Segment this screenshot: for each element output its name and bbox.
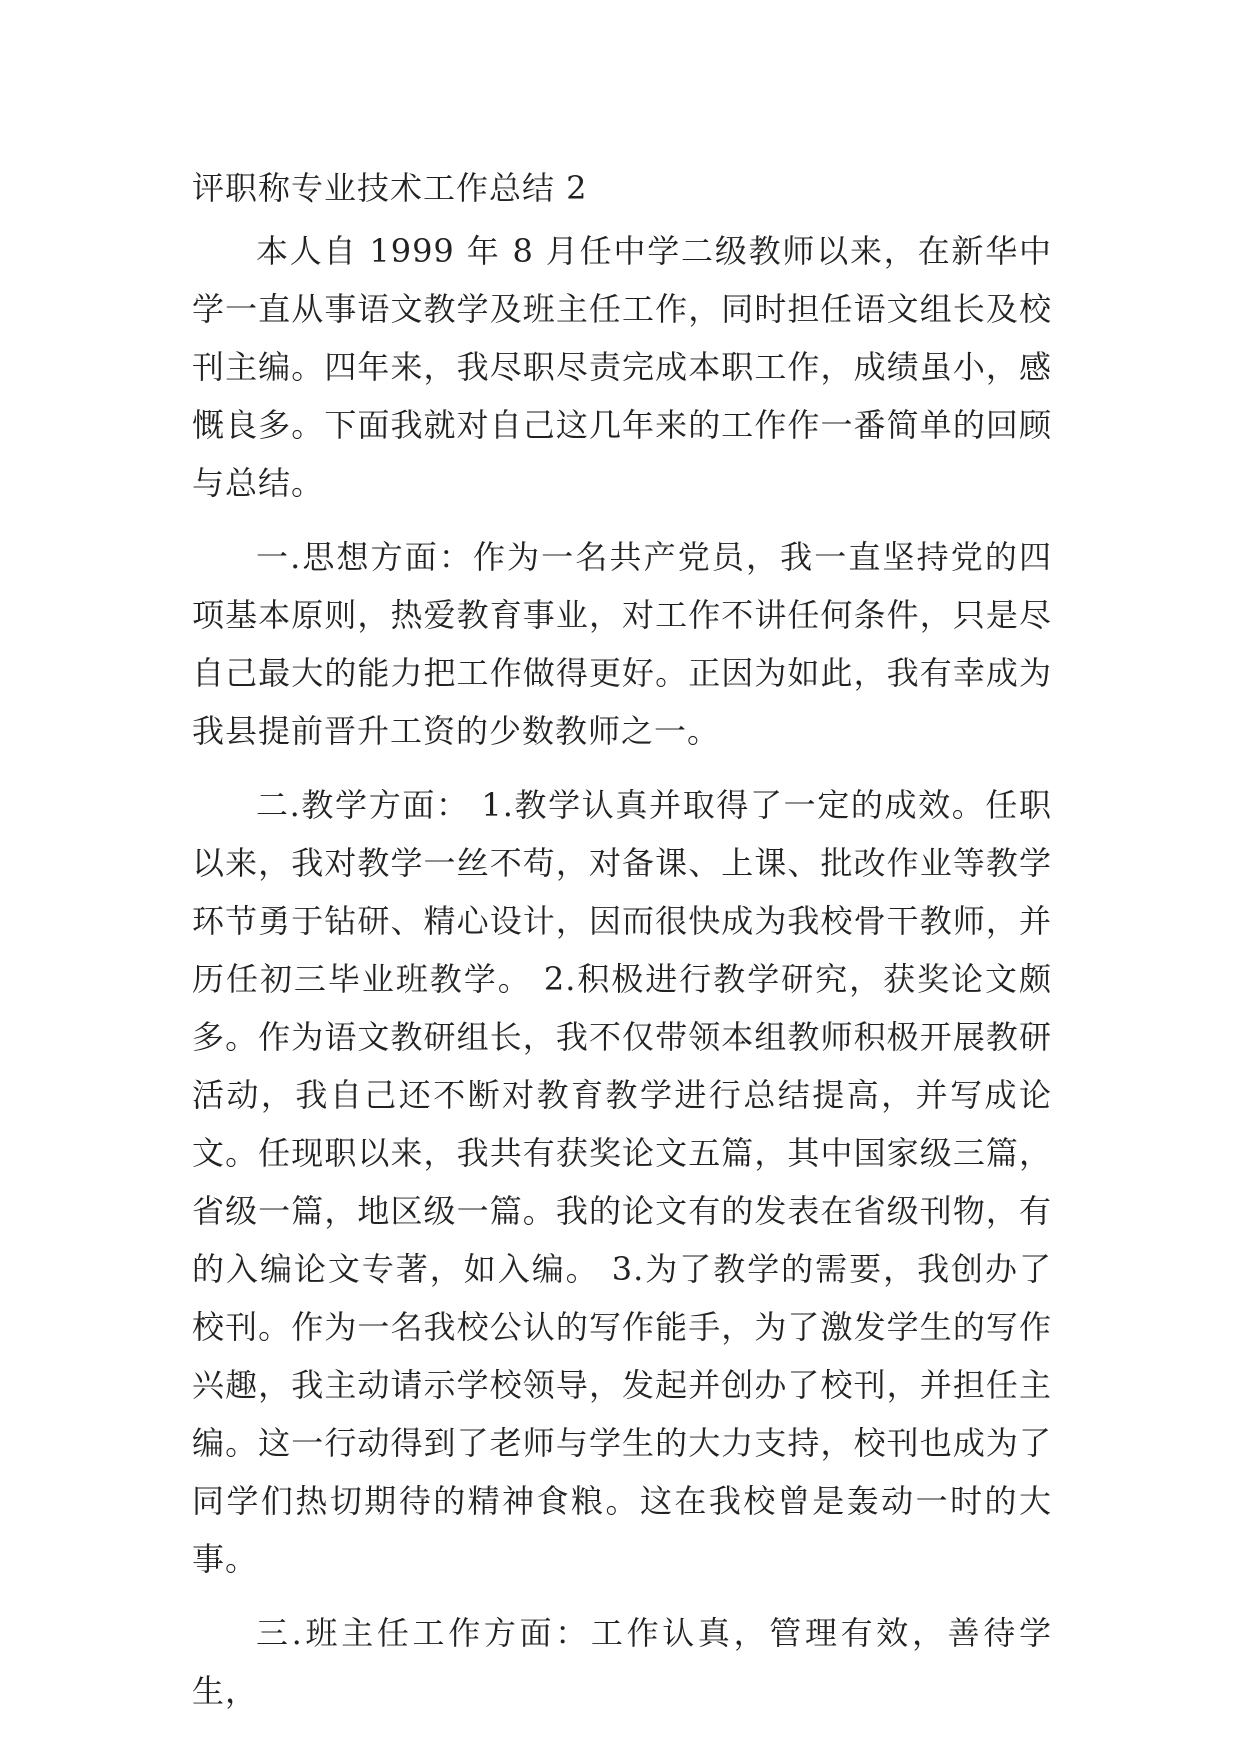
document-body	[192, 168, 1052, 1720]
paragraph-intro: 本人自 1999 年 8 月任中学二级教师以来，在新华中学一直从事语文教学及班主任工作，同时担任语文组长及校刊主编。四年来，我尽职尽责完成本职工作，成绩虽小，感慨良多。下面我就对自己这几年来的工作作一番简单的回顾与总结。	[192, 232, 1052, 502]
paragraph-ideology: 一.思想方面：作为一名共产党员，我一直坚持党的四项基本原则，热爱教育事业，对工作不讲任何条件，只是尽自己最大的能力把工作做得更好。正因为如此，我有幸成为我县提前晋升工资的少数教师之一。	[192, 538, 1052, 750]
document-title: 评职称专业技术工作总结 2	[192, 169, 588, 207]
paragraph-class-teacher: 三.班主任工作方面：工作认真，管理有效，善待学生，	[192, 1614, 1052, 1710]
paragraph-teaching: 二.教学方面： 1.教学认真并取得了一定的成效。任职以来，我对教学一丝不苟，对备课、上课、批改作业等教学环节勇于钻研、精心设计，因而很快成为我校骨干教师，并历任初三毕业班教学。 2.积极进行教学研究，获奖论文颇多。作为语文教研组长，我不仅带领本组教师积极开展教研活动，我自己还不断对教育教学进行总结提高，并写成论文。任现职以来，我共有获奖论文五篇，其中国家级三篇，省级一篇，地区级一篇。我的论文有的发表在省级刊物，有的入编论文专著，如入编。 3.为了教学的需要，我创办了校刊。作为一名我校公认的写作能手，为了激发学生的写作兴趣，我主动请示学校领导，发起并创办了校刊，并担任主编。这一行动得到了老师与学生的大力支持，校刊也成为了同学们热切期待的精神食粮。这在我校曾是轰动一时的大事。	[192, 786, 1052, 1578]
